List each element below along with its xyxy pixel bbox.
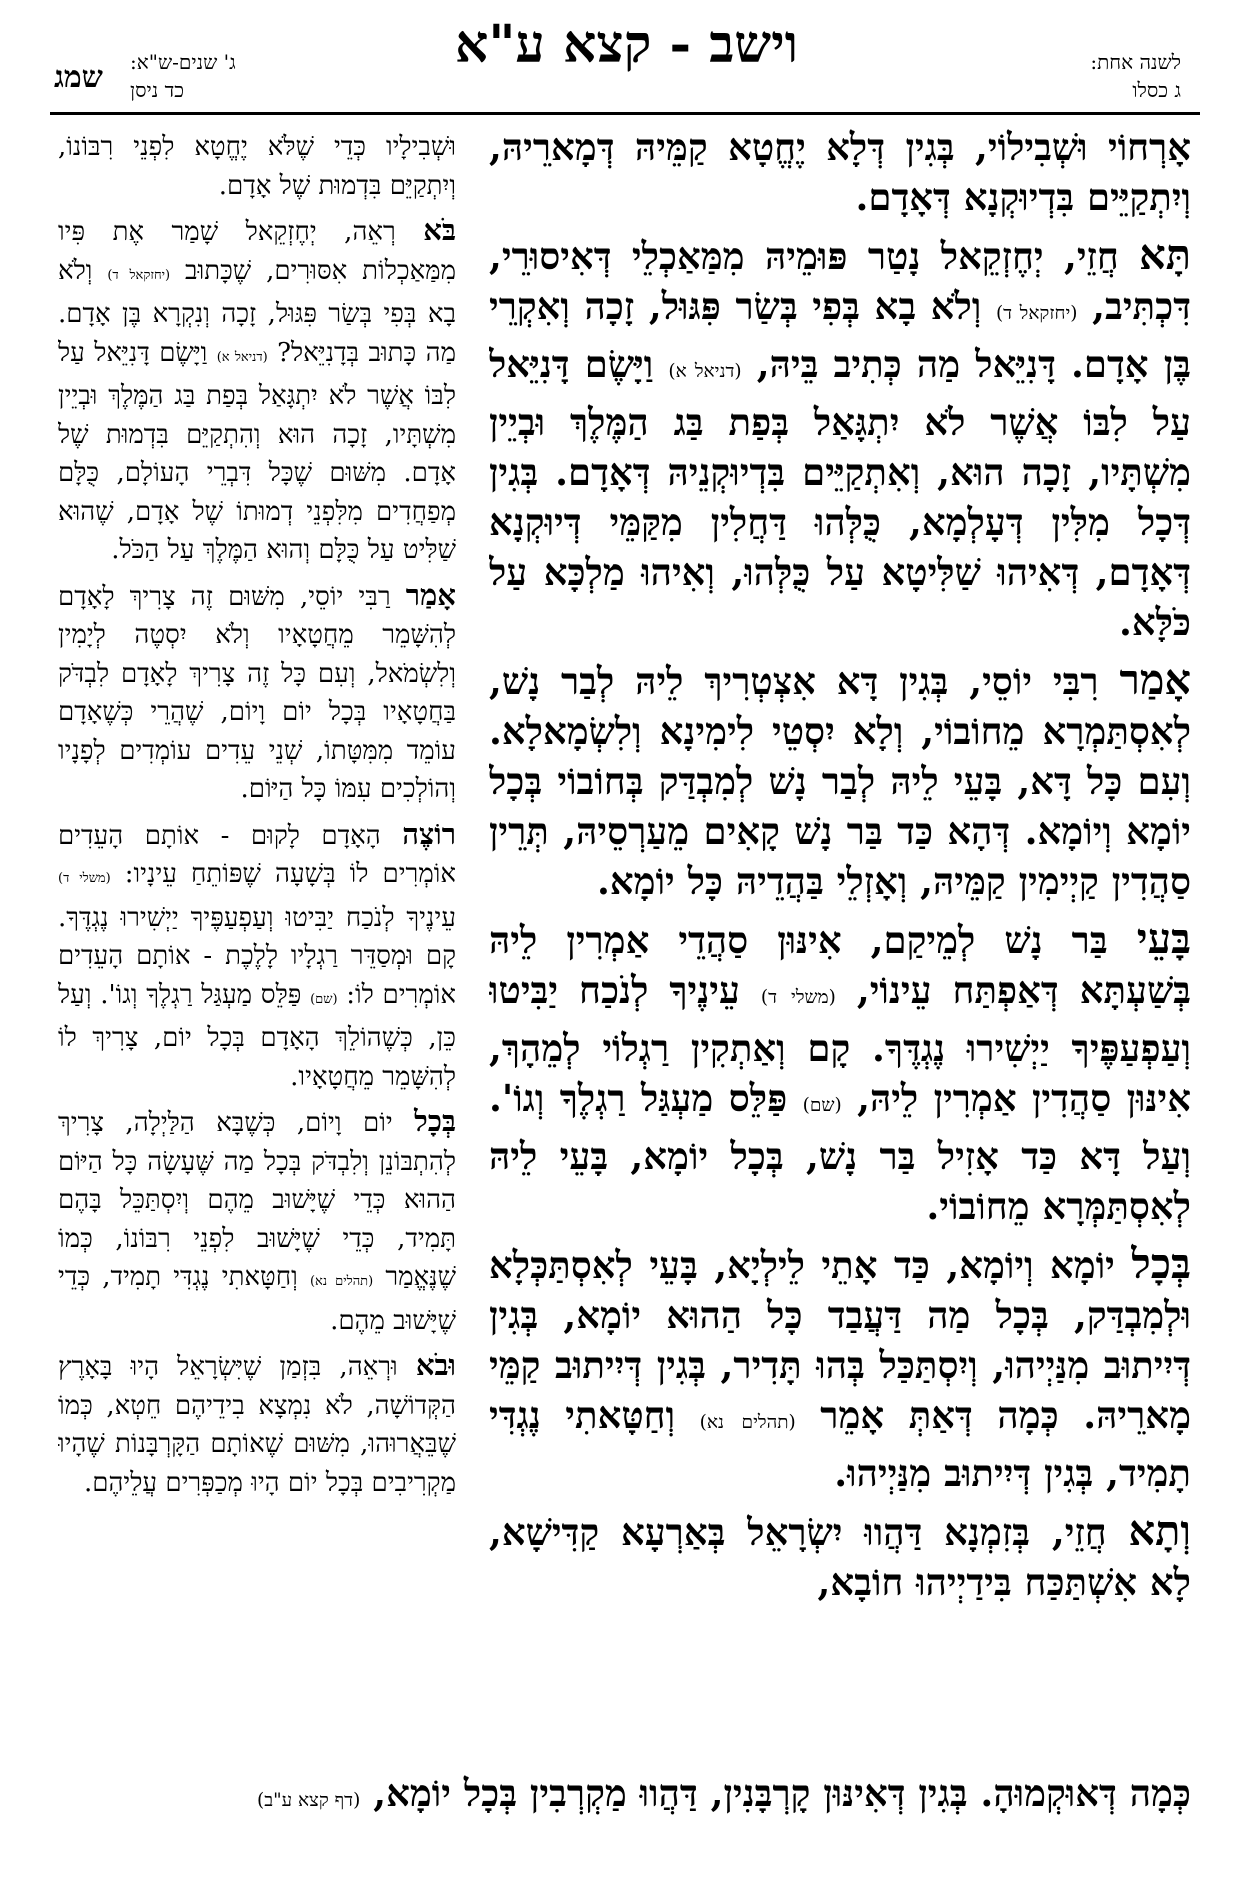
verse-reference: (משלי ד) xyxy=(760,987,836,1008)
schedule-three-year-label: ג' שנים-ש"א: xyxy=(130,50,236,74)
main-paragraph-4: בָּעֵי בַּר נָשׁ לְמֵיקַם, אִינּוּן סַהֲדֵי אַמְרִין לֵיהּ בְּשַׁעְתָּא דְּאַפְתַּח עֵינוֹי, (משלי ד) עֵינֶיךָ לְנֹכַח יַבִּיטוּ וְעַפְעַפֶּיךָ יַיְשִׁירוּ נֶגְדֶּךָ. קָם וְאַתְקִין רַגְלוֹי לְמֵהָךְ, אִינּוּן סַהֲדִין אַמְרִין לֵיהּ, (שם) פַּלֵּס מַעְגַּל רַגְלֶךָ וְגוֹ'. וְעַל דָּא כַּד אָזִיל בַּר נָשׁ, בְּכָל יוֹמָא, בָּעֵי לֵיהּ לְאִסְתַּמְּרָא מֵחוֹבוֹי. xyxy=(489,914,1191,1228)
main-paragraph-3: אָמַר רִבִּי יוֹסֵי, בְּגִין דָּא אִצְטְרִיךְ לֵיהּ לְבַר נָשׁ, לְאִסְתַּמְרָא מֵחוֹבוֹי, וְלָא יִסְטֵי לִימִינָא וְלִשְׂמָאלָא. וְעִם כָּל דָּא, בָּעֵי לֵיהּ לְבַר נָשׁ לְמִבְדַּק בְּחוֹבוֹי בְּכָל יוֹמָא וְיוֹמָא. דְּהָא כַּד בַּר נָשׁ קָאִים מֵעַרְסֵיהּ, תְּרֵין סַהֲדִין קַיְימִין קַמֵּיהּ, וְאָזְלֵי בַּהֲדֵיהּ כָּל יוֹמָא. xyxy=(489,655,1191,903)
schedule-one-year-label: לשנה אחת: xyxy=(1090,50,1181,74)
verse-reference: (יחזקאל ד) xyxy=(107,267,171,283)
page-number: שמג xyxy=(54,60,103,95)
verse-reference: (תהלים נא) xyxy=(309,1274,374,1289)
page-title: וישב - קצא ע"א xyxy=(454,14,799,75)
side-paragraph-6: וּבֹא וּרְאֵה, בִּזְמַן שֶׁיִּשְׂרָאֵל הָיוּ בָּאָרֶץ הַקְּדוֹשָׁה, לֹא נִמְצָא בִידֵיהֶם חֵטְא, כְּמוֹ שֶׁבֵּאֲרוּהוּ, מִשּׁוּם שֶׁאוֹתָם הַקָּרְבָּנוֹת שֶׁהָיוּ מַקְרִיבִים בְּכָל יוֹם הָיוּ מְכַפְּרִים עֲלֵיהֶם. xyxy=(58,1348,456,1498)
schedule-one-year-date: ג כסלו xyxy=(1132,78,1181,102)
schedule-three-year-date: כד ניסן xyxy=(130,78,184,102)
verse-reference: (משלי ד) xyxy=(58,871,111,886)
side-paragraph-2: בֹּא רְאֵה, יְחֶזְקֵאל שָׁמַר אֶת פִּיו מִמַּאַכְלוֹת אִסּוּרִים, שֶׁכָּתוּב (יחזקאל ד) וְלֹא בָא בְּפִי בְּשַׂר פִּגּוּל, זָכָה וְנִקְרָא בֶּן אָדָם. מַה כָּתוּב בְּדָנִיֵּאל? (דניאל א) וַיָּשֶׂם דָּנִיֵּאל עַל לִבּוֹ אֲשֶׁר לֹא יִתְגָּאַל בְּפַת בַּג הַמֶּלֶךְ וּבְיֵין מִשְׁתָּיו, זָכָה הוּא וְהִתְקַיֵּם בִּדְמוּת שֶׁל אָדָם. מִשּׁוּם שֶׁכָּל דִּבְרֵי הָעוֹלָם, כֻּלָּם מְפַחֲדִים מִלִּפְנֵי דְמוּתוֹ שֶׁל אָדָם, שֶׁהוּא שַׁלִּיט עַל כֻּלָּם וְהוּא הַמֶּלֶךְ עַל הַכֹּל. xyxy=(58,213,456,565)
main-paragraph-2: תָּא חֲזֵי, יְחֶזְקֵאל נָטַר פּוּמֵיהּ מִמַּאַכְלֵי דְּאִיסוּרֵי, דִּכְתִּיב, (יחזקאל ד) וְלֹא בָא בְּפִי בְּשַׂר פִּגּוּל, זָכָה וְאִקְרֵי בֶּן אָדָם. דָּנִיֵּאל מַה כְּתִיב בֵּיהּ, (דניאל א) וַיָּשֶׂם דָּנִיֵּאל עַל לִבּוֹ אֲשֶׁר לֹא יִתְגָּאַל בְּפַת בַּג הַמֶּלֶךְ וּבְיֵין מִשְׁתָּיו, זָכָה הוּא, וְאִתְקַיֵּים בִּדְיוּקְנֵיהּ דְּאָדָם. בְּגִין דְּכָל מִלִּין דְּעָלְמָא, כֻּלְּהוּ דַּחֲלִין מִקַּמֵּי דְּיוּקְנָא דְּאָדָם, דְּאִיהוּ שַׁלִּיטָא עַל כֻּלְּהוּ, וְאִיהוּ מַלְכָּא עַל כֹּלָּא. xyxy=(489,230,1191,644)
main-paragraph-6: וְתָא חֲזֵי, בְּזִמְנָא דַּהֲווּ יִשְׂרָאֵל בְּאַרְעָא קַדִּישָׁא, לָא אִשְׁתַּכַּח בִּידַיְיהוּ חוֹבָא, xyxy=(489,1506,1191,1604)
verse-reference: (דניאל א) xyxy=(668,361,742,382)
side-paragraph-5: בְּכָל יוֹם וָיוֹם, כְּשֶׁבָּא הַלַּיְלָה, צָרִיךְ לְהִתְבּוֹנֵן וְלִבְדֹּק בְּכָל מַה שֶּׁעָשָׂה כָּל הַיּוֹם הַהוּא כְּדֵי שֶׁיָּשׁוּב מֵהֶם וְיִסְתַּכֵּל בָּהֶם תָּמִיד, כְּדֵי שֶׁיָּשׁוּב לִפְנֵי רִבּוֹנוֹ, כְּמוֹ שֶׁנֶּאֱמַר (תהלים נא) וְחַטָּאתִי נֶגְדִּי תָמִיד, כְּדֵי שֶׁיָּשׁוּב מֵהֶם. xyxy=(58,1104,456,1336)
verse-reference: (שם) xyxy=(802,1095,842,1116)
main-paragraph-1: אָרְחוֹי וּשְׁבִילוֹי, בְּגִין דְּלָא יֶחֱטָא קַמֵּיהּ דְּמָארֵיהּ, וְיִתְקַיֵּים בִּדְיוּקְנָא דְּאָדָם. xyxy=(489,125,1191,219)
next-page-reference: (דף קצא ע"ב) xyxy=(257,1790,361,1811)
verse-reference: (תהלים נא) xyxy=(699,1412,796,1433)
main-paragraph-5: בְּכָל יוֹמָא וְיוֹמָא, כַּד אָתֵי לֵילְיָא, בָּעֵי לְאִסְתַּכְּלָא וּלְמִבְדַּק, בְּכָל מַה דַּעֲבַד כָּל הַהוּא יוֹמָא, בְּגִין דְּיִיתוּב מִנַּיְיהוּ, וְיִסְתַּכַּל בְּהוּ תָּדִיר, בְּגִין דְּיִיתוּב קַמֵּי מָארֵיהּ. כְּמָה דְּאַתְּ אָמֵר (תהלים נא) וְחַטָּאתִי נֶגְדִּי תָמִיד, בְּגִין דְּיִיתוּב מִנַּיְיהוּ. xyxy=(489,1239,1191,1495)
aramaic-column xyxy=(489,122,1191,1757)
side-paragraph-4: רוֹצֶה הָאָדָם לָקוּם - אוֹתָם הָעֵדִים אוֹמְרִים לוֹ בְּשָׁעָה שֶׁפּוֹתֵחַ עֵינָיו: (משלי ד) עֵינֶיךָ לְנֹכַח יַבִּיטוּ וְעַפְעַפֶּיךָ יַיְשִׁירוּ נֶגְדֶּךָ. קָם וּמְסַדֵּר רַגְלָיו לָלֶכֶת - אוֹתָם הָעֵדִים אוֹמְרִים לוֹ: (שם) פַּלֵּס מַעְגַּל רַגְלֶךָ וְגוֹ'. וְעַל כֵּן, כְּשֶׁהוֹלֵךְ הָאָדָם בְּכָל יוֹם, צָרִיךְ לוֹ לְהִשָּׁמֵר מֵחֲטָאָיו. xyxy=(58,816,456,1092)
footer-line: כְּמָה דְּאוּקְמוּהָ. בְּגִין דְּאִינּוּן קָרְבָּנִין, דַּהֲווּ מַקְרְבִין בְּכָל יוֹמָא, (דף קצא ע"ב) xyxy=(257,1771,1191,1815)
side-paragraph-1: וּשְׁבִילָיו כְּדֵי שֶׁלֹּא יֶחֱטָא לִפְנֵי רִבּוֹנוֹ, וְיִתְקַיֵּם בִּדְמוּת שֶׁל אָדָם. xyxy=(58,132,456,201)
verse-reference: (דניאל א) xyxy=(216,349,268,365)
side-paragraph-3: אָמַר רַבִּי יוֹסֵי, מִשּׁוּם זֶה צָרִיךְ לָאָדָם לְהִשָּׁמֵר מֵחֲטָאָיו וְלֹא יִסְטֶה לְיָמִין וְלִשְׂמֹאל, וְעִם כָּל זֶה צָרִיךְ לָאָדָם לִבְדֹּק בַּחֲטָאָיו בְּכָל יוֹם וָיוֹם, שֶׁהֲרֵי כְּשֶׁאָדָם עוֹמֵד מִמִּטָּתוֹ, שְׁנֵי עֵדִים עוֹמְדִים לְפָנָיו וְהוֹלְכִים עִמּוֹ כָּל הַיּוֹם. xyxy=(58,577,456,804)
header-rule xyxy=(50,112,1200,115)
hebrew-translation-column xyxy=(58,128,456,1763)
verse-reference: (שם) xyxy=(310,991,338,1007)
verse-reference: (יחזקאל ד) xyxy=(995,303,1078,324)
